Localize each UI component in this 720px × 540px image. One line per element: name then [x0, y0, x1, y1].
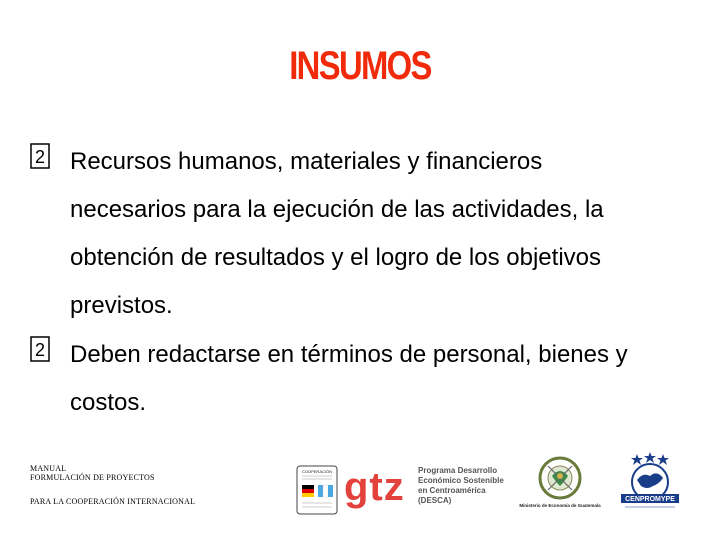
programa-line: Programa Desarrollo: [418, 466, 498, 475]
cenpromype-label: CENPROMYPE: [625, 496, 675, 503]
gtz-logo: gtz: [344, 465, 405, 509]
programa-desca-logo: [418, 466, 504, 506]
bullet-line: necesarios para la ejecución de las actividades, la: [70, 196, 604, 223]
manual-line: FORMULACIÓN DE PROYECTOS: [30, 473, 155, 482]
coop-label: COOPERACIÓN: [301, 469, 333, 474]
bullet-line: Deben redactarse en términos de personal, bienes y: [70, 341, 628, 368]
cooperacion-alemana-logo: [296, 465, 338, 515]
bullet-2-icon: [28, 142, 56, 172]
programa-line: en Centroamérica: [418, 486, 486, 495]
bullet-line: Recursos humanos, materiales y financieros: [70, 148, 543, 175]
manual-label: [30, 464, 155, 482]
manual-subtitle: PARA LA COOPERACIÓN INTERNACIONAL: [30, 497, 196, 506]
programa-line: (DESCA): [418, 496, 452, 505]
programa-line: Económico Sostenible: [418, 476, 504, 485]
guatemala-coat-of-arms-icon: [530, 452, 590, 502]
bullet-line: obtención de resultados y el logro de los objetivos: [70, 244, 601, 271]
bullet-2-icon: [28, 335, 56, 365]
cenpromype-logo: [617, 450, 683, 512]
svg-text:2: 2: [34, 340, 46, 360]
slide-title: INSUMOS: [289, 44, 431, 88]
svg-text:2: 2: [34, 147, 46, 167]
bullet-line: previstos.: [70, 292, 173, 319]
ministerio-label: Ministerio de Economía de Guatemala: [519, 503, 601, 508]
manual-line: MANUAL: [30, 464, 67, 473]
bullet-line: costos.: [70, 389, 147, 416]
